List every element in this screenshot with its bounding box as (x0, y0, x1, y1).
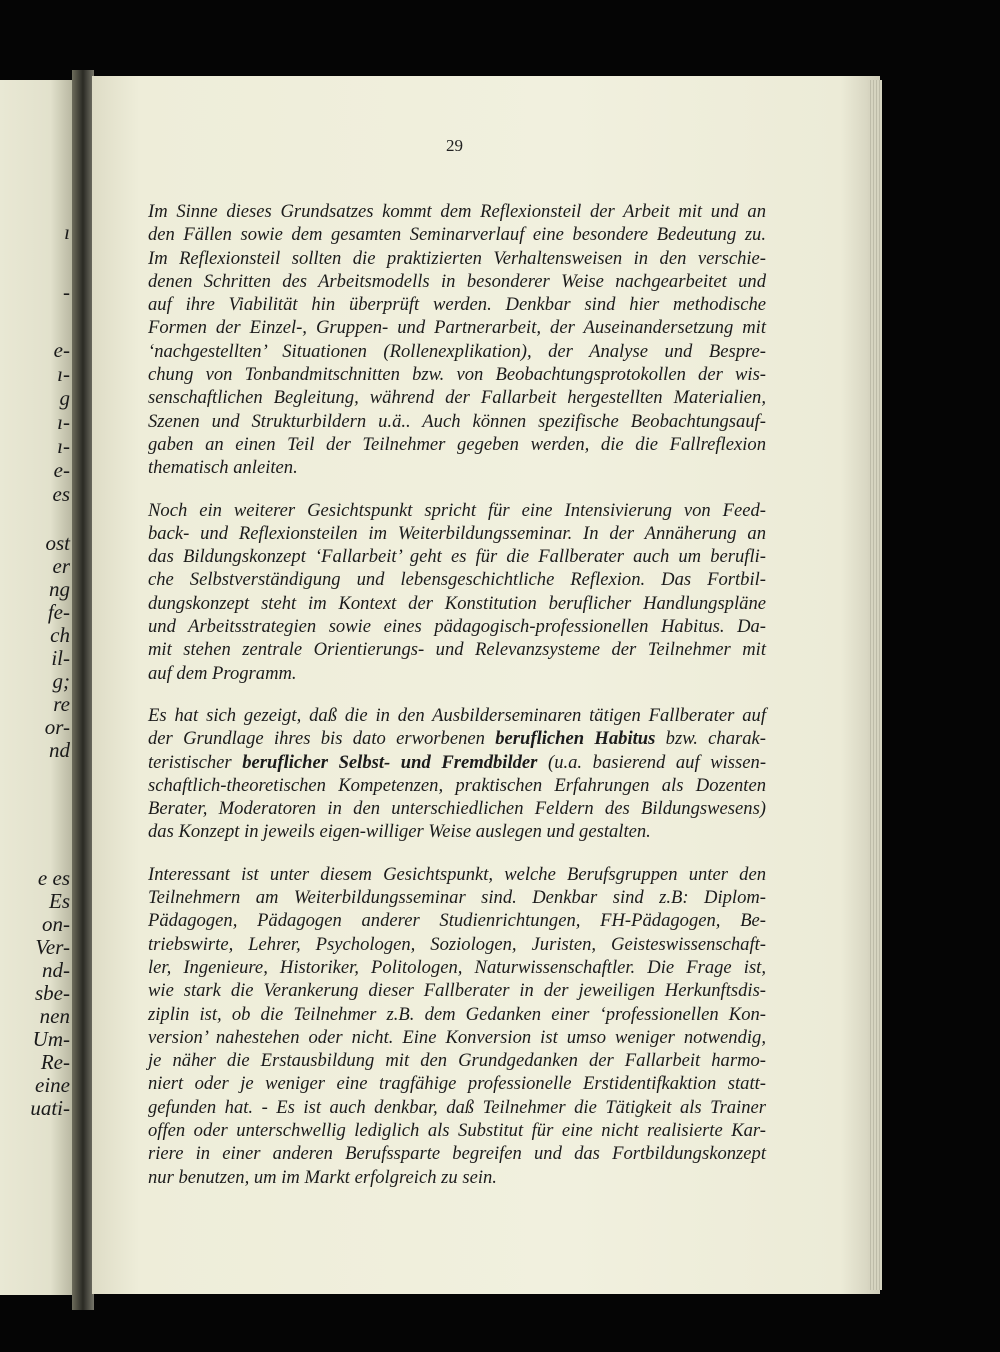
left-page-fragment: il- (51, 646, 70, 670)
text-segment: offen oder unterschwellig lediglich als Substitut für eine nicht realisierte Kar- (148, 1119, 766, 1141)
text-line (148, 247, 766, 270)
text-segment: version’ nahestehen oder nicht. Eine Konversion ist umso weniger notwendig, (148, 1026, 766, 1048)
left-page-fragment: ch (50, 623, 70, 647)
text-segment: Pädagogen, Pädagogen anderer Studienrichtungen, FH-Pädagogen, Be- (148, 910, 766, 932)
text-segment: das Konzept in jeweils eigen-williger Weise auslegen und gestalten. (148, 821, 651, 843)
text-line (148, 270, 766, 293)
text-segment: Berater, Moderatoren in den unterschiedlichen Feldern des Bildungswesens) (148, 798, 766, 820)
left-page-fragment: or- (44, 715, 70, 739)
text-line (148, 956, 766, 979)
text-segment: Teilnehmern am Weiterbildungsseminar sind. Denkbar sind z.B: Diplom- (148, 887, 766, 909)
text-line (148, 386, 766, 409)
paragraph (148, 704, 766, 844)
text-segment: wie stark die Verankerung dieser Fallberater in der jeweiligen Herkunftsdis- (148, 980, 766, 1002)
text-segment: triebswirte, Lehrer, Psychologen, Soziologen, Juristen, Geisteswissenschaft- (148, 933, 766, 955)
text-segment: das Bildungskonzept ‘Fallarbeit’ geht es für die Fallberater auch um berufli- (148, 546, 766, 568)
text-line (148, 499, 766, 522)
text-line (148, 1142, 766, 1165)
text-line (148, 797, 766, 820)
text-line (148, 662, 766, 685)
text-line (148, 1119, 766, 1142)
left-page-fragment: nd- (42, 958, 70, 982)
text-segment: dungskonzept steht im Kontext der Konstitution beruflicher Handlungspläne (148, 592, 766, 614)
text-segment: Im Reflexionsteil sollten die praktizierten Verhaltensweisen in den verschie- (148, 247, 766, 269)
left-page-fragment: Um- (32, 1027, 70, 1051)
left-page-fragment: ı- (57, 410, 70, 434)
left-page (0, 80, 72, 1295)
text-line (148, 1072, 766, 1095)
bold-term: beruflicher Selbst- und Fremdbilder (242, 751, 538, 773)
text-segment: teristischer (148, 751, 243, 773)
text-segment: schaftlich-theoretischen Kompetenzen, praktischen Erfahrungen als Dozenten (148, 774, 766, 796)
text-segment: gaben an einen Teil der Teilnehmer gegeben werden, die die Fallreflexion (148, 433, 766, 455)
text-line (148, 200, 766, 223)
text-line (148, 1026, 766, 1049)
text-line (148, 592, 766, 615)
text-line (148, 1049, 766, 1072)
left-page-fragment: ı- (57, 362, 70, 386)
text-segment: riere in einer anderen Berufssparte begreifen und das Fortbildungskonzept (148, 1143, 766, 1165)
left-page-fragment: ı- (57, 434, 70, 458)
text-segment: che Selbstverständigung und lebensgeschichtliche Reflexion. Das Fortbil- (148, 569, 766, 591)
text-segment: Formen der Einzel-, Gruppen- und Partnerarbeit, der Auseinandersetzung mit (148, 317, 766, 339)
text-line (148, 820, 766, 843)
left-page-fragment: Re- (40, 1050, 70, 1074)
left-page-fragment: - (63, 280, 70, 304)
text-line (148, 638, 766, 661)
left-page-fragment: g (59, 386, 70, 410)
text-line (148, 727, 766, 750)
left-page-fragment: e- (53, 458, 70, 482)
text-segment: chung von Tonbandmitschnitten bzw. von Beobachtungsprotokollen der wis- (148, 364, 766, 386)
left-page-fragment: Ver- (35, 935, 70, 959)
left-page-fragment: ng (49, 577, 70, 601)
left-page-fragment: on- (42, 912, 70, 936)
left-page-fragment: ı (64, 220, 70, 244)
text-line (148, 433, 766, 456)
text-line (148, 1166, 766, 1189)
text-segment: den Fällen sowie dem gesamten Seminarverlauf eine besondere Bedeutung zu. (148, 224, 766, 246)
bold-term: beruflichen Habitus (495, 728, 656, 750)
text-segment: senschaftlichen Begleitung, während der Fallarbeit hergestellten Materialien, (148, 387, 766, 409)
text-segment: Interessant ist unter diesem Gesichtspunkt, welche Berufsgruppen unter den (148, 863, 766, 885)
left-page-fragment: er (52, 554, 70, 578)
left-page-fragment: es (52, 482, 70, 506)
text-line (148, 933, 766, 956)
left-page-fragment: e- (53, 338, 70, 362)
text-line (148, 568, 766, 591)
text-segment: Es hat sich gezeigt, daß die in den Ausbilderseminaren tätigen Fallberater auf (148, 704, 766, 726)
left-page-fragment: nd (49, 738, 70, 762)
text-segment: (u.a. basierend auf wissen- (537, 751, 767, 773)
body-text (148, 200, 766, 1208)
text-line (148, 615, 766, 638)
text-segment: je näher die Erstausbildung mit den Grundgedanken der Fallarbeit harmo- (148, 1050, 766, 1072)
text-segment: ‘nachgestellten’ Situationen (Rollenexplikation), der Analyse und Bespre- (148, 340, 766, 362)
text-line (148, 886, 766, 909)
text-line (148, 293, 766, 316)
text-line (148, 1003, 766, 1026)
left-page-fragment: eine (35, 1073, 70, 1097)
text-segment: back- und Reflexionsteilen im Weiterbildungsseminar. In der Annäherung an (148, 522, 766, 544)
page-number: 29 (446, 136, 463, 155)
paragraph (148, 499, 766, 685)
paragraph (148, 863, 766, 1189)
text-segment: thematisch anleiten. (148, 457, 298, 479)
text-segment: und Arbeitsstrategien sowie eines pädagogisch-professionellen Habitus. Da- (148, 616, 766, 638)
left-page-fragment: uati- (30, 1096, 70, 1120)
text-line (148, 522, 766, 545)
text-segment: bzw. charak- (655, 728, 766, 750)
text-line (148, 751, 766, 774)
text-segment: ziplin ist, ob die Teilnehmer z.B. dem Gedanken einer ‘professionellen Kon- (148, 1003, 766, 1025)
text-line (148, 340, 766, 363)
text-segment: auf dem Programm. (148, 662, 297, 684)
text-segment: mit stehen zentrale Orientierungs- und Relevanzsysteme der Teilnehmer mit (148, 639, 766, 661)
text-line (148, 545, 766, 568)
left-page-fragment: e es (37, 866, 70, 890)
text-segment: Szenen und Strukturbildern u.ä.. Auch können spezifische Beobachtungsauf- (148, 410, 766, 432)
text-line (148, 909, 766, 932)
text-segment: ler, Ingenieure, Historiker, Politologen, Naturwissenschaftler. Die Frage ist, (148, 956, 766, 978)
left-page-fragment: g; (52, 669, 70, 693)
text-line (148, 704, 766, 727)
text-line (148, 363, 766, 386)
left-page-fragment: fe- (47, 600, 70, 624)
left-page-fragment: re (53, 692, 70, 716)
text-line (148, 1096, 766, 1119)
text-segment: denen Schritten des Arbeitsmodells in besonderer Weise nachgearbeitet und (148, 270, 766, 292)
text-segment: gefunden hat. - Es ist auch denkbar, daß Teilnehmer die Tätigkeit als Trainer (148, 1096, 766, 1118)
text-segment: Im Sinne dieses Grundsatzes kommt dem Reflexionsteil der Arbeit mit und an (148, 201, 766, 222)
text-line (148, 863, 766, 886)
text-segment: auf ihre Viabilität hin überprüft werden. Denkbar sind hier methodische (148, 294, 766, 316)
text-line (148, 979, 766, 1002)
text-segment: der Grundlage ihres bis dato erworbenen (148, 728, 496, 750)
text-line (148, 774, 766, 797)
left-page-fragment: Es (49, 889, 70, 913)
text-line (148, 223, 766, 246)
book-gutter (72, 70, 94, 1310)
left-page-fragment: nen (39, 1004, 70, 1028)
text-line (148, 316, 766, 339)
text-line (148, 410, 766, 433)
page-edge (868, 80, 882, 1290)
text-segment: Noch ein weiterer Gesichtspunkt spricht für eine Intensivierung von Feed- (148, 499, 766, 521)
text-line (148, 456, 766, 479)
text-segment: niert oder je weniger eine tragfähige professionelle Erstidentifkaktion statt- (148, 1073, 766, 1095)
text-segment: nur benutzen, um im Markt erfolgreich zu sein. (148, 1166, 497, 1188)
left-page-fragment: sbe- (35, 981, 70, 1005)
paragraph (148, 200, 766, 480)
left-page-fragment: ost (45, 531, 70, 555)
